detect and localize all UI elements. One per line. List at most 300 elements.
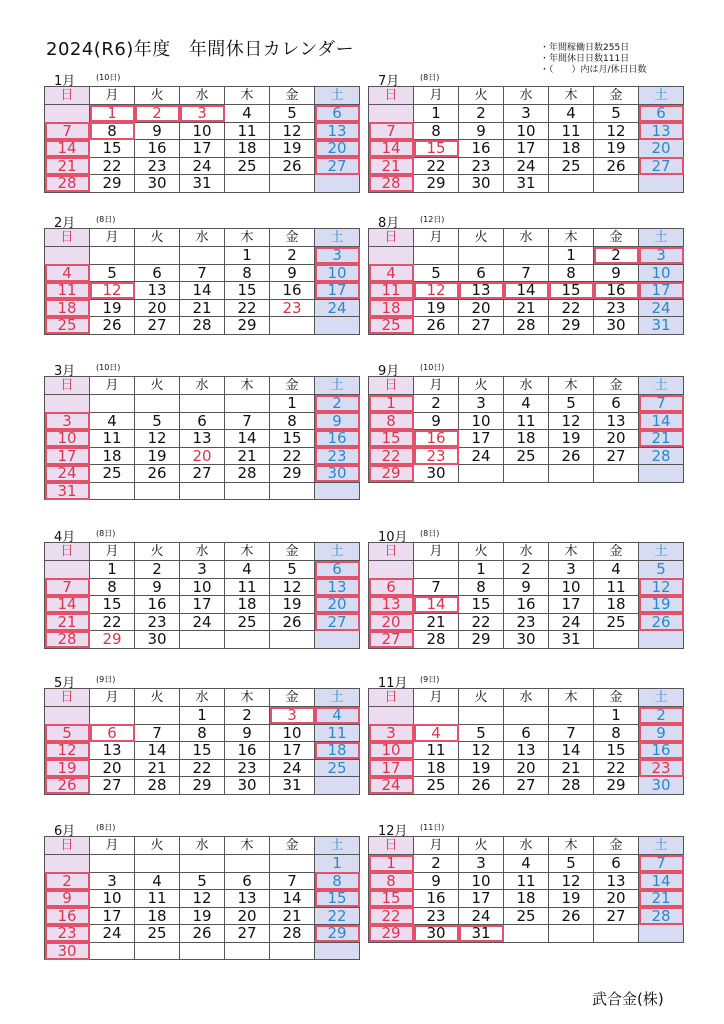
day-cell: 1	[549, 247, 594, 265]
day-cell: 3	[180, 105, 225, 123]
day-cell: 29	[315, 925, 360, 943]
weekday-header: 土	[639, 229, 684, 247]
day-cell: 3	[504, 105, 549, 123]
day-cell: 18	[594, 596, 639, 614]
day-cell: 30	[414, 925, 459, 943]
empty-cell	[414, 247, 459, 265]
month-10	[368, 526, 678, 649]
weekday-header: 火	[135, 87, 180, 105]
day-cell: 2	[459, 105, 504, 123]
month-name: 4月	[54, 530, 76, 545]
month-11	[368, 672, 678, 795]
day-cell: 4	[315, 707, 360, 725]
day-cell: 22	[270, 447, 315, 465]
day-cell: 3	[459, 395, 504, 413]
day-cell: 28	[45, 631, 90, 649]
empty-cell	[225, 175, 270, 193]
weekday-header: 木	[549, 87, 594, 105]
day-cell: 8	[225, 264, 270, 282]
weekday-header: 金	[270, 377, 315, 395]
day-cell: 1	[270, 395, 315, 413]
day-cell: 30	[225, 777, 270, 795]
empty-cell	[315, 631, 360, 649]
weekday-header: 日	[45, 229, 90, 247]
day-cell: 15	[225, 282, 270, 300]
month-7	[368, 70, 678, 193]
empty-cell	[135, 707, 180, 725]
day-cell: 15	[369, 430, 414, 448]
day-cell: 19	[180, 907, 225, 925]
day-cell: 27	[459, 317, 504, 335]
day-cell: 14	[45, 140, 90, 158]
day-cell: 28	[135, 777, 180, 795]
empty-cell	[225, 942, 270, 960]
day-cell: 25	[504, 447, 549, 465]
month-holiday-count: (10日)	[96, 73, 121, 82]
empty-cell	[594, 465, 639, 483]
weekday-header: 火	[135, 229, 180, 247]
weekday-header: 火	[135, 837, 180, 855]
weekday-header: 土	[639, 87, 684, 105]
day-cell: 2	[135, 105, 180, 123]
day-cell: 21	[504, 299, 549, 317]
weekday-header: 土	[315, 377, 360, 395]
day-cell: 20	[459, 299, 504, 317]
empty-cell	[270, 855, 315, 873]
empty-cell	[45, 247, 90, 265]
month-table	[368, 376, 684, 483]
day-cell: 4	[225, 105, 270, 123]
day-cell: 24	[45, 465, 90, 483]
day-cell: 28	[369, 175, 414, 193]
day-cell: 22	[225, 299, 270, 317]
day-cell: 29	[270, 465, 315, 483]
month-6	[44, 820, 354, 960]
day-cell: 20	[315, 140, 360, 158]
day-cell: 9	[135, 122, 180, 140]
empty-cell	[135, 247, 180, 265]
empty-cell	[504, 247, 549, 265]
weekday-header: 水	[180, 229, 225, 247]
empty-cell	[594, 175, 639, 193]
day-cell: 7	[369, 122, 414, 140]
day-cell: 16	[414, 890, 459, 908]
weekday-header: 木	[225, 543, 270, 561]
month-holiday-count: (8日)	[96, 215, 116, 224]
day-cell: 12	[414, 282, 459, 300]
weekday-header: 金	[594, 377, 639, 395]
day-cell: 25	[225, 613, 270, 631]
day-cell: 19	[45, 759, 90, 777]
day-cell: 24	[369, 777, 414, 795]
weekday-header: 月	[414, 87, 459, 105]
month-holiday-count: (8日)	[420, 529, 440, 538]
day-cell: 23	[225, 759, 270, 777]
day-cell: 25	[369, 317, 414, 335]
day-cell: 7	[270, 872, 315, 890]
month-header	[368, 820, 678, 839]
day-cell: 17	[504, 140, 549, 158]
day-cell: 21	[414, 613, 459, 631]
day-cell: 26	[180, 925, 225, 943]
day-cell: 31	[180, 175, 225, 193]
empty-cell	[45, 561, 90, 579]
day-cell: 15	[90, 140, 135, 158]
empty-cell	[180, 631, 225, 649]
day-cell: 23	[459, 157, 504, 175]
empty-cell	[459, 247, 504, 265]
day-cell: 8	[414, 122, 459, 140]
day-cell: 4	[225, 561, 270, 579]
day-cell: 24	[90, 925, 135, 943]
day-cell: 30	[414, 465, 459, 483]
day-cell: 21	[639, 430, 684, 448]
empty-cell	[180, 482, 225, 500]
day-cell: 26	[414, 317, 459, 335]
weekday-header: 土	[315, 229, 360, 247]
weekday-header: 日	[369, 229, 414, 247]
day-cell: 18	[225, 140, 270, 158]
day-cell: 19	[270, 140, 315, 158]
empty-cell	[270, 482, 315, 500]
day-cell: 18	[225, 596, 270, 614]
day-cell: 21	[639, 890, 684, 908]
day-cell: 12	[270, 122, 315, 140]
day-cell: 11	[225, 578, 270, 596]
day-cell: 1	[594, 707, 639, 725]
weekday-header: 水	[504, 837, 549, 855]
day-cell: 29	[459, 631, 504, 649]
day-cell: 22	[459, 613, 504, 631]
empty-cell	[414, 707, 459, 725]
empty-cell	[639, 465, 684, 483]
day-cell: 17	[639, 282, 684, 300]
day-cell: 16	[315, 430, 360, 448]
day-cell: 10	[459, 872, 504, 890]
weekday-header: 火	[459, 837, 504, 855]
weekday-header: 金	[594, 837, 639, 855]
month-name: 9月	[378, 364, 400, 379]
day-cell: 30	[459, 175, 504, 193]
month-name: 8月	[378, 216, 400, 231]
day-cell: 22	[90, 157, 135, 175]
weekday-header: 水	[504, 689, 549, 707]
weekday-header: 月	[90, 689, 135, 707]
day-cell: 21	[270, 907, 315, 925]
day-cell: 26	[135, 465, 180, 483]
day-cell: 2	[135, 561, 180, 579]
day-cell: 18	[414, 759, 459, 777]
day-cell: 15	[459, 596, 504, 614]
weekday-header: 月	[90, 229, 135, 247]
empty-cell	[135, 942, 180, 960]
day-cell: 27	[90, 777, 135, 795]
day-cell: 6	[315, 105, 360, 123]
day-cell: 23	[45, 925, 90, 943]
note-holiday-days: ・年間休日日数111日	[540, 54, 630, 64]
month-name: 12月	[378, 824, 408, 839]
day-cell: 30	[135, 175, 180, 193]
day-cell: 1	[369, 855, 414, 873]
weekday-header: 土	[639, 689, 684, 707]
day-cell: 26	[549, 907, 594, 925]
day-cell: 3	[45, 412, 90, 430]
day-cell: 27	[225, 925, 270, 943]
day-cell: 19	[549, 890, 594, 908]
day-cell: 14	[414, 596, 459, 614]
weekday-header: 月	[414, 689, 459, 707]
day-cell: 9	[315, 412, 360, 430]
empty-cell	[315, 317, 360, 335]
day-cell: 16	[135, 596, 180, 614]
month-5	[44, 672, 354, 795]
day-cell: 2	[45, 872, 90, 890]
day-cell: 14	[270, 890, 315, 908]
day-cell: 5	[45, 724, 90, 742]
weekday-header: 土	[639, 543, 684, 561]
weekday-header: 火	[135, 543, 180, 561]
month-1	[44, 70, 354, 193]
day-cell: 27	[594, 447, 639, 465]
day-cell: 17	[369, 759, 414, 777]
weekday-header: 金	[270, 837, 315, 855]
day-cell: 7	[549, 724, 594, 742]
weekday-header: 火	[135, 689, 180, 707]
day-cell: 6	[504, 724, 549, 742]
day-cell: 26	[459, 777, 504, 795]
month-12	[368, 820, 678, 943]
day-cell: 17	[315, 282, 360, 300]
month-header	[44, 212, 354, 231]
day-cell: 6	[180, 412, 225, 430]
day-cell: 22	[90, 613, 135, 631]
weekday-header: 土	[315, 87, 360, 105]
day-cell: 19	[135, 447, 180, 465]
day-cell: 6	[594, 395, 639, 413]
day-cell: 14	[180, 282, 225, 300]
day-cell: 9	[459, 122, 504, 140]
month-name: 3月	[54, 364, 76, 379]
day-cell: 26	[270, 157, 315, 175]
day-cell: 9	[270, 264, 315, 282]
weekday-header: 日	[369, 837, 414, 855]
month-holiday-count: (9日)	[420, 675, 440, 684]
day-cell: 15	[270, 430, 315, 448]
day-cell: 1	[90, 561, 135, 579]
day-cell: 1	[459, 561, 504, 579]
weekday-header: 木	[549, 837, 594, 855]
day-cell: 12	[180, 890, 225, 908]
weekday-header: 日	[45, 377, 90, 395]
month-holiday-count: (8日)	[420, 73, 440, 82]
month-name: 1月	[54, 74, 76, 89]
month-header	[44, 820, 354, 839]
day-cell: 2	[594, 247, 639, 265]
empty-cell	[369, 247, 414, 265]
weekday-header: 火	[459, 377, 504, 395]
day-cell: 8	[369, 412, 414, 430]
day-cell: 11	[504, 412, 549, 430]
day-cell: 13	[369, 596, 414, 614]
day-cell: 23	[639, 759, 684, 777]
empty-cell	[549, 925, 594, 943]
day-cell: 9	[639, 724, 684, 742]
empty-cell	[225, 395, 270, 413]
month-holiday-count: (11日)	[420, 823, 445, 832]
day-cell: 31	[639, 317, 684, 335]
day-cell: 11	[225, 122, 270, 140]
day-cell: 27	[369, 631, 414, 649]
day-cell: 16	[135, 140, 180, 158]
month-table	[44, 688, 360, 795]
weekday-header: 土	[639, 377, 684, 395]
month-table	[44, 376, 360, 500]
month-header	[44, 672, 354, 691]
weekday-header: 水	[180, 543, 225, 561]
day-cell: 22	[414, 157, 459, 175]
day-cell: 11	[369, 282, 414, 300]
day-cell: 23	[414, 447, 459, 465]
day-cell: 7	[45, 122, 90, 140]
day-cell: 4	[504, 395, 549, 413]
day-cell: 19	[270, 596, 315, 614]
weekday-header: 水	[504, 229, 549, 247]
day-cell: 10	[180, 122, 225, 140]
day-cell: 8	[369, 872, 414, 890]
empty-cell	[549, 465, 594, 483]
day-cell: 7	[414, 578, 459, 596]
day-cell: 4	[90, 412, 135, 430]
day-cell: 5	[549, 395, 594, 413]
month-name: 7月	[378, 74, 400, 89]
day-cell: 4	[594, 561, 639, 579]
day-cell: 30	[639, 777, 684, 795]
day-cell: 16	[639, 742, 684, 760]
day-cell: 31	[504, 175, 549, 193]
weekday-header: 月	[90, 837, 135, 855]
weekday-header: 金	[594, 689, 639, 707]
day-cell: 20	[639, 140, 684, 158]
day-cell: 15	[594, 742, 639, 760]
day-cell: 31	[459, 925, 504, 943]
day-cell: 22	[180, 759, 225, 777]
day-cell: 6	[369, 578, 414, 596]
empty-cell	[639, 631, 684, 649]
empty-cell	[135, 482, 180, 500]
weekday-header: 火	[459, 229, 504, 247]
month-name: 5月	[54, 676, 76, 691]
weekday-header: 日	[369, 543, 414, 561]
day-cell: 12	[549, 872, 594, 890]
weekday-header: 月	[90, 543, 135, 561]
month-table	[368, 836, 684, 943]
month-header	[44, 526, 354, 545]
day-cell: 1	[90, 105, 135, 123]
day-cell: 4	[414, 724, 459, 742]
day-cell: 3	[639, 247, 684, 265]
day-cell: 24	[315, 299, 360, 317]
day-cell: 17	[180, 140, 225, 158]
day-cell: 29	[369, 465, 414, 483]
month-header	[368, 212, 678, 231]
day-cell: 23	[135, 613, 180, 631]
day-cell: 1	[180, 707, 225, 725]
day-cell: 7	[225, 412, 270, 430]
empty-cell	[270, 175, 315, 193]
day-cell: 24	[459, 447, 504, 465]
day-cell: 29	[180, 777, 225, 795]
day-cell: 27	[315, 613, 360, 631]
empty-cell	[180, 942, 225, 960]
empty-cell	[90, 707, 135, 725]
day-cell: 16	[45, 907, 90, 925]
day-cell: 25	[135, 925, 180, 943]
day-cell: 13	[315, 578, 360, 596]
day-cell: 28	[639, 447, 684, 465]
day-cell: 11	[90, 430, 135, 448]
day-cell: 19	[639, 596, 684, 614]
day-cell: 20	[135, 299, 180, 317]
month-holiday-count: (10日)	[420, 363, 445, 372]
day-cell: 27	[135, 317, 180, 335]
empty-cell	[594, 631, 639, 649]
day-cell: 27	[639, 157, 684, 175]
day-cell: 14	[369, 140, 414, 158]
empty-cell	[369, 561, 414, 579]
empty-cell	[225, 482, 270, 500]
day-cell: 2	[225, 707, 270, 725]
day-cell: 3	[180, 561, 225, 579]
weekday-header: 土	[639, 837, 684, 855]
day-cell: 28	[270, 925, 315, 943]
month-table	[44, 836, 360, 960]
day-cell: 12	[90, 282, 135, 300]
day-cell: 23	[270, 299, 315, 317]
day-cell: 20	[315, 596, 360, 614]
day-cell: 22	[549, 299, 594, 317]
day-cell: 6	[594, 855, 639, 873]
day-cell: 18	[549, 140, 594, 158]
weekday-header: 土	[315, 689, 360, 707]
day-cell: 28	[180, 317, 225, 335]
month-header	[368, 672, 678, 691]
day-cell: 12	[594, 122, 639, 140]
day-cell: 26	[639, 613, 684, 631]
day-cell: 29	[225, 317, 270, 335]
empty-cell	[45, 855, 90, 873]
weekday-header: 水	[180, 87, 225, 105]
day-cell: 8	[315, 872, 360, 890]
weekday-header: 日	[369, 377, 414, 395]
day-cell: 3	[369, 724, 414, 742]
weekday-header: 木	[225, 229, 270, 247]
day-cell: 1	[369, 395, 414, 413]
empty-cell	[504, 465, 549, 483]
empty-cell	[45, 707, 90, 725]
day-cell: 7	[45, 578, 90, 596]
day-cell: 27	[504, 777, 549, 795]
day-cell: 9	[414, 872, 459, 890]
day-cell: 19	[549, 430, 594, 448]
day-cell: 12	[459, 742, 504, 760]
day-cell: 21	[225, 447, 270, 465]
day-cell: 25	[315, 759, 360, 777]
weekday-header: 木	[549, 543, 594, 561]
day-cell: 10	[270, 724, 315, 742]
empty-cell	[549, 175, 594, 193]
day-cell: 24	[639, 299, 684, 317]
empty-cell	[270, 317, 315, 335]
